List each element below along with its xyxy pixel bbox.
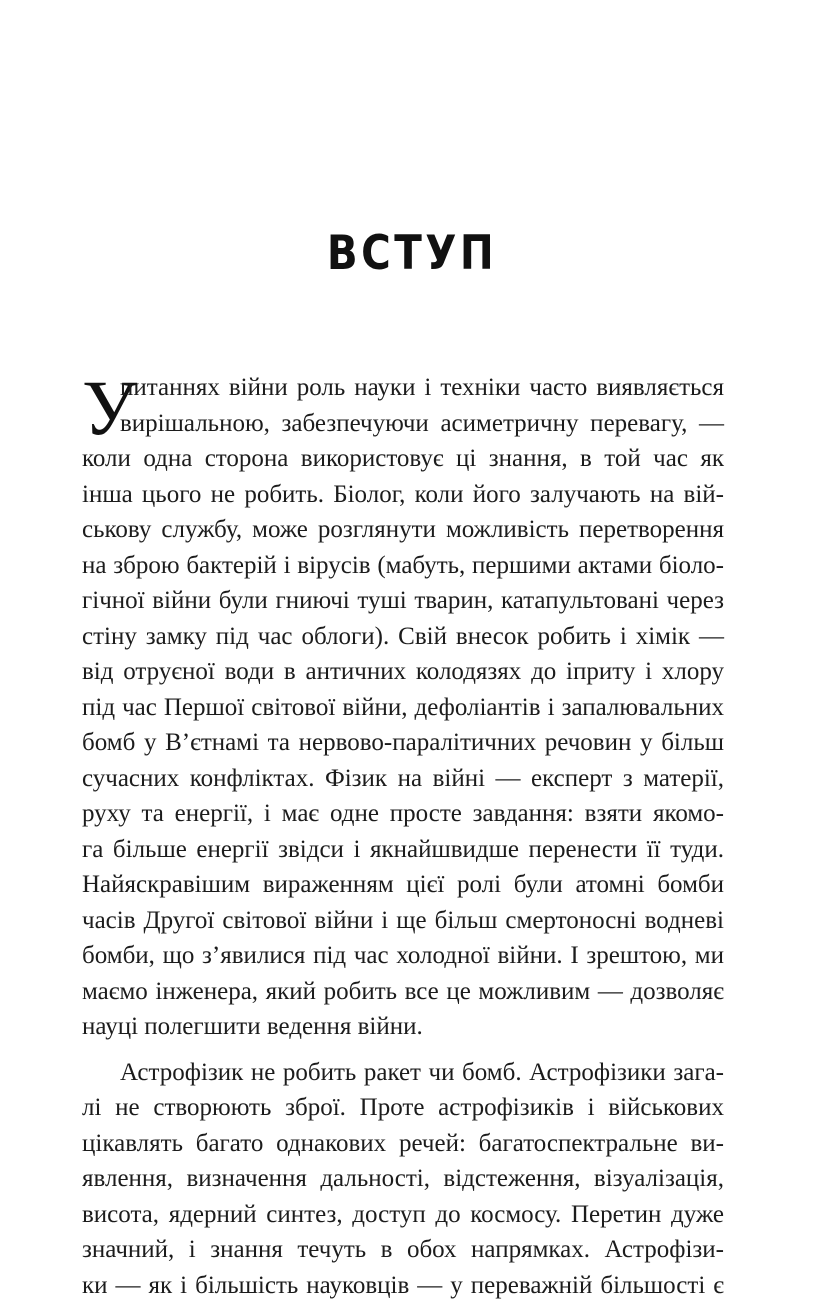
text-line: гічної війни були гниючі туші тварин, катапультовані через: [82, 583, 724, 619]
text-line: часів Другої світової війни і ще більш смертоносні водневі: [82, 903, 724, 939]
text-line: стіну замку під час облоги). Свій внесок робить і хімік —: [82, 619, 724, 655]
drop-cap-letter: У: [82, 373, 137, 443]
text-line: коли одна сторона використовує ці знання, в той час як: [82, 441, 724, 477]
text-line: значний, і знання течуть в обох напрямках. Астрофізи-: [82, 1232, 724, 1268]
text-line: га більше енергії звідси і якнайшвидше перенести її туди.: [82, 832, 724, 868]
text-line: сучасних конфліктах. Фізик на війні — експерт з матерії,: [82, 761, 724, 797]
text-line: інша цього не робить. Біолог, коли його залучають на вій-: [82, 477, 724, 513]
text-line: під час Першої світової війни, дефоліантів і запалювальних: [82, 690, 724, 726]
text-line: на зброю бактерій і вірусів (мабуть, першими актами біоло-: [82, 548, 724, 584]
text-line: лі не створюють зброї. Проте астрофізиків і військових: [82, 1090, 724, 1126]
body-text: [82, 370, 724, 1303]
text-line: цікавлять багато однакових речей: багатоспектральне ви-: [82, 1126, 724, 1162]
text-line: ськову службу, може розглянути можливість перетворення: [82, 512, 724, 548]
text-line: від отруєної води в античних колодязях до іприту і хлору: [82, 654, 724, 690]
paragraph-1: [82, 370, 724, 1045]
text-line: бомб у В’єтнамі та нервово-паралітичних речовин у більш: [82, 725, 724, 761]
text-line: висота, ядерний синтез, доступ до космосу. Перетин дуже: [82, 1197, 724, 1233]
text-line: Найяскравішим вираженням цієї ролі були атомні бомби: [82, 867, 724, 903]
text-line: маємо інженера, який робить все це можливим — дозволяє: [82, 974, 724, 1010]
text-line: ки — як і більшість науковців — у переважній більшості є: [82, 1268, 724, 1303]
chapter-title: ВСТУП: [58, 226, 767, 281]
text-line: бомби, що з’явилися під час холодної війни. І зрештою, ми: [82, 938, 724, 974]
text-line: вирішальною, забезпечуючи асиметричну перевагу, —: [82, 406, 724, 442]
paragraph-spacer: [82, 1045, 724, 1055]
text-line: науці полегшити ведення війни.: [82, 1009, 724, 1045]
paragraph-2: [82, 1055, 724, 1303]
text-line: Астрофізик не робить ракет чи бомб. Астрофізики зага-: [82, 1055, 724, 1091]
text-line: питаннях війни роль науки і техніки часто виявляється: [82, 370, 724, 406]
text-line: явлення, визначення дальності, відстеження, візуалізація,: [82, 1161, 724, 1197]
text-line: руху та енергії, і має одне просте завдання: взяти якомо-: [82, 796, 724, 832]
